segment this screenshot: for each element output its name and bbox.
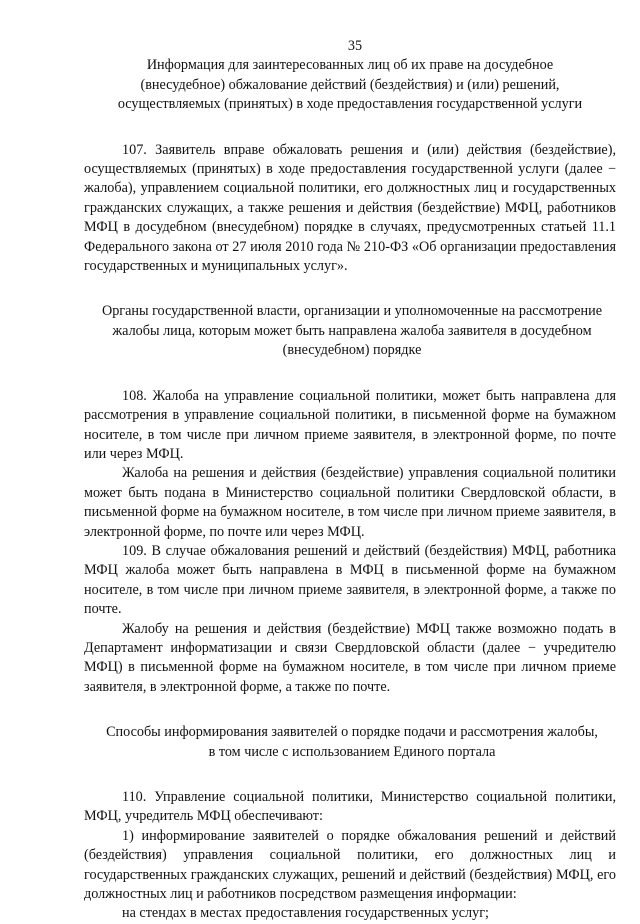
paragraph-110-item-1-stands: на стендах в местах предоставления государственных услуг;: [122, 905, 489, 922]
heading-line: жалобы лица, которым может быть направлена жалоба заявителя в досудебном: [112, 322, 592, 339]
paragraph-109: 109. В случае обжалования решений и действий (бездействия) МФЦ, работника МФЦ жалоба может быть направлена в МФЦ в письменной форме на бумажном носителе, в том числе при личном приеме заявителя, в электронной форме, а также по почте.: [84, 542, 616, 618]
heading-line: Органы государственной власти, организации и уполномоченные на рассмотрение: [101, 303, 603, 320]
paragraph-110: 110. Управление социальной политики, Министерство социальной политики, МФЦ, учредитель МФЦ обеспечивают:: [84, 789, 616, 825]
paragraph-108-ministry: Жалоба на решения и действия (бездействие) управления социальной политики может быть подана в Министерство социальной политики Свердловской области, в письменной форме на бумажном носителе, в том числе при личном приеме заявителя, в электронной форме, по почте или через МФЦ.: [84, 465, 616, 540]
heading-line: (внесудебном) порядке: [282, 342, 422, 359]
heading-line: в том числе с использованием Единого портала: [208, 743, 496, 760]
section-heading-informing: [80, 723, 624, 762]
section-heading-appeal-rights: [84, 56, 616, 114]
paragraph-108: 108. Жалоба на управление социальной политики, может быть направлена для рассмотрения в управление социальной политики, в письменной форме на бумажном носителе, в том числе при личном приеме заявителя, в электронной форме, по почте или через МФЦ.: [84, 387, 616, 462]
heading-line: осуществляемых (принятых) в ходе предоставления государственной услуги: [117, 96, 583, 113]
section-heading-authorities: [80, 302, 624, 360]
paragraph-107: 107. Заявитель вправе обжаловать решения и (или) действия (бездействие), осуществляемых (принятых) в ходе предоставления государственной услуги (далее − жалоба), управлением социальной политики, его должностных лиц и государственных гражданских служащих, а также решения и действия (бездействие) МФЦ, работников МФЦ в досудебном (внесудебном) порядке в случаях, предусмотренных статьей 11.1 Федерального закона от 27 июля 2010 года № 210-ФЗ «Об организации предоставления государственных и муниципальных услуг».: [84, 141, 616, 275]
paragraph-110-item-1: 1) информирование заявителей о порядке обжалования решений и действий (бездействия) управления социальной политики, его должностных лиц и государственных гражданских служащих, решений и действий (бездействия) МФЦ, его должностных лиц и работников посредством размещения информации:: [84, 827, 616, 903]
page-number: 35: [347, 38, 363, 54]
heading-line: Информация для заинтересованных лиц об их праве на досудебное: [146, 57, 554, 74]
heading-line: (внесудебное) обжалование действий (бездействия) и (или) решений,: [140, 76, 560, 93]
paragraph-109-department: Жалобу на решения и действия (бездействие) МФЦ также возможно подать в Департамент информатизации и связи Свердловской области (далее − учредителю МФЦ) в письменной форме на бумажном носителе, в том числе при личном приеме заявителя, в электронной форме, а также по почте.: [84, 620, 616, 695]
heading-line: Способы информирования заявителей о порядке подачи и рассмотрения жалобы,: [106, 724, 598, 741]
